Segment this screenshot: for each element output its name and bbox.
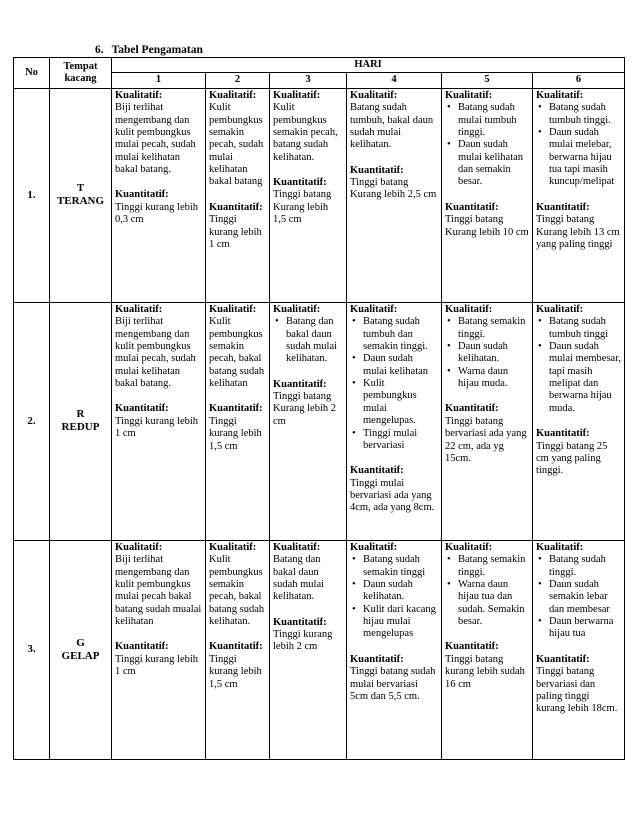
quantitative-label: Kuantitatif: <box>445 201 499 213</box>
qualitative-label: Kualitatif: <box>209 89 257 101</box>
quantitative-text: Tinggi batang kurang lebih sudah 16 cm <box>445 653 525 690</box>
bullet-item: • Warna daun hijau tua dan sudah. Semakin besar. <box>458 579 529 629</box>
quantitative-label: Kuantitatif: <box>445 403 499 415</box>
bullet-item: • Batang sudah tumbuh tinggi <box>549 316 621 341</box>
bullet-item: • Kulit dari kacang hijau mulai mengelupas <box>363 604 438 641</box>
qualitative-bullet-list <box>536 554 621 641</box>
header-day: 2 <box>206 73 270 88</box>
bullet-item: • Daun sudah kelihatan. <box>458 341 529 366</box>
observation-cell <box>347 540 442 759</box>
header-day: 1 <box>112 73 206 88</box>
table-body <box>14 88 625 759</box>
qualitative-label: Kualitatif: <box>273 541 321 553</box>
observation-cell <box>112 88 206 302</box>
qualitative-text: Biji terlihat mengembang dan kulit pembungkus mulai pecah, sudah mulai kelihatan bakal batang. <box>115 316 196 389</box>
qualitative-bullet-list <box>445 554 529 628</box>
quantitative-text: Tinggi kurang lebih 1,5 cm <box>209 653 262 690</box>
observation-cell <box>270 88 347 302</box>
header-hari: HARI <box>112 58 625 73</box>
observation-cell <box>206 88 270 302</box>
qualitative-label: Kualitatif: <box>350 303 398 315</box>
qualitative-bullet-list <box>445 316 529 390</box>
quantitative-label: Kuantitatif: <box>273 177 327 188</box>
bullet-item: • Daun sudah mulai melebar, berwarna hijau tua tapi masih kuncup/melipat <box>549 127 621 189</box>
quantitative-text: Tinggi kurang lebih 1 cm <box>115 653 199 678</box>
place-cell <box>50 88 112 302</box>
qualitative-label: Kualitatif: <box>115 303 163 315</box>
header-day: 4 <box>347 73 442 88</box>
bullet-item: • Batang semakin tinggi. <box>458 554 529 579</box>
heading-title: Tabel Pengamatan <box>111 44 203 56</box>
observation-cell <box>206 302 270 540</box>
qualitative-bullet-list <box>273 316 343 366</box>
quantitative-text: Tinggi kurang lebih 0,3 cm <box>115 201 199 226</box>
qualitative-text: Batang sudah tumbuh, bakal daun sudah mulai kelihatan. <box>350 102 434 151</box>
qualitative-label: Kualitatif: <box>445 89 493 101</box>
quantitative-text: Tinggi batang bervariasi ada yang 22 cm, ada yg 15cm. <box>445 415 527 464</box>
quantitative-label: Kuantitatif: <box>115 189 169 201</box>
qualitative-text: Kulit pembungkus semakin pecah, bakal batang sudah kelihatan. <box>209 554 265 627</box>
quantitative-text: Tinggi batang Kurang lebih 10 cm <box>445 214 529 238</box>
qualitative-text: Batang dan bakal daun sudah mulai kelihatan. <box>273 554 325 603</box>
quantitative-label: Kuantitatif: <box>536 201 590 213</box>
qualitative-label: Kualitatif: <box>536 541 584 553</box>
table-row <box>14 88 625 302</box>
qualitative-text: Kulit pembungkus semakin pecah, bakal batang sudah kelihatan <box>209 316 265 389</box>
bullet-item: • Batang semakin tinggi. <box>458 316 529 341</box>
qualitative-label: Kualitatif: <box>115 89 163 101</box>
row-number: 2. <box>14 302 50 540</box>
qualitative-label: Kualitatif: <box>350 89 398 101</box>
qualitative-text: Biji terlihat mengembang dan kulit pembungkus mulai pecah, sudah mulai kelihatan bakal batang. <box>115 102 196 175</box>
observation-cell <box>270 540 347 759</box>
observation-table <box>13 57 625 760</box>
quantitative-label: Kuantitatif: <box>209 403 263 415</box>
observation-cell <box>442 302 533 540</box>
header-row <box>14 58 625 73</box>
quantitative-text: Tinggi batang Kurang lebih 13 cm yang paling tinggi <box>536 214 620 250</box>
quantitative-label: Kuantitatif: <box>445 641 499 653</box>
qualitative-label: Kualitatif: <box>209 303 257 315</box>
observation-cell <box>270 302 347 540</box>
qualitative-label: Kualitatif: <box>445 303 493 315</box>
quantitative-label: Kuantitatif: <box>273 378 327 390</box>
quantitative-text: Tinggi batang Kurang lebih 1,5 cm <box>273 189 332 226</box>
quantitative-text: Tinggi batang Kurang lebih 2,5 cm <box>350 177 437 201</box>
place-code: G <box>76 636 85 649</box>
heading-number: 6. <box>95 44 104 56</box>
quantitative-label: Kuantitatif: <box>209 641 263 653</box>
observation-cell <box>533 88 625 302</box>
qualitative-label: Kualitatif: <box>273 303 321 315</box>
observation-cell <box>347 88 442 302</box>
qualitative-text: Kulit pembungkus semakin pecah, sudah mulai kelihatan bakal batang <box>209 102 264 188</box>
place-cell <box>50 540 112 759</box>
qualitative-bullet-list <box>536 316 621 415</box>
qualitative-label: Kualitatif: <box>273 89 321 101</box>
quantitative-label: Kuantitatif: <box>273 616 327 628</box>
observation-cell <box>112 302 206 540</box>
quantitative-text: Tinggi kurang lebih 1 cm <box>115 415 199 440</box>
bullet-item: • Batang sudah tinggi. <box>549 554 621 579</box>
quantitative-label: Kuantitatif: <box>350 164 404 176</box>
row-number: 3. <box>14 540 50 759</box>
quantitative-label: Kuantitatif: <box>115 641 169 653</box>
bullet-item: • Batang sudah tumbuh tinggi. <box>549 102 621 127</box>
bullet-item: • Daun sudah mulai kelihatan <box>363 353 438 378</box>
header-day: 6 <box>533 73 625 88</box>
quantitative-label: Kuantitatif: <box>536 428 590 440</box>
qualitative-label: Kualitatif: <box>536 303 584 315</box>
bullet-item: • Daun sudah mulai membesar, tapi masih melipat dan berwarna hijau muda. <box>549 341 621 415</box>
quantitative-text: Tinggi mulai bervariasi ada yang 4cm, ada yang 8cm. <box>350 477 435 514</box>
place-name: TERANG <box>56 195 105 208</box>
quantitative-label: Kuantitatif: <box>536 653 590 665</box>
observation-cell <box>442 540 533 759</box>
bullet-item: • Batang sudah semakin tinggi <box>363 554 438 579</box>
quantitative-label: Kuantitatif: <box>115 403 169 415</box>
bullet-item: • Kulit pembungkus mulai mengelupas. <box>363 378 438 428</box>
quantitative-text: Tinggi batang Kurang lebih 2 cm <box>273 391 336 427</box>
quantitative-text: Tinggi kurang lebih 2 cm <box>273 629 333 653</box>
quantitative-text: Tinggi batang bervariasi dan paling tinggi kurang lebih 18cm. <box>536 666 618 715</box>
table-heading <box>95 44 203 56</box>
observation-cell <box>533 302 625 540</box>
observation-cell <box>442 88 533 302</box>
quantitative-label: Kuantitatif: <box>350 653 404 665</box>
qualitative-label: Kualitatif: <box>445 541 493 553</box>
place-name: GELAP <box>61 649 100 662</box>
observation-cell <box>206 540 270 759</box>
observation-cell <box>347 302 442 540</box>
place-cell <box>50 302 112 540</box>
qualitative-bullet-list <box>536 102 621 189</box>
quantitative-text: Tinggi batang 25 cm yang paling tinggi. <box>536 440 608 477</box>
place-code: T <box>76 182 85 195</box>
header-day: 5 <box>442 73 533 88</box>
quantitative-text: Tinggi kurang lebih 1,5 cm <box>209 415 262 452</box>
bullet-item: • Daun berwarna hijau tua <box>549 616 621 641</box>
qualitative-bullet-list <box>350 316 438 452</box>
bullet-item: • Batang sudah tumbuh dan semakin tinggi. <box>363 316 438 353</box>
place-code: R <box>76 408 85 421</box>
qualitative-bullet-list <box>350 554 438 641</box>
bullet-item: • Daun sudah mulai kelihatan dan semakin besar. <box>458 139 529 189</box>
bullet-item: • Daun sudah kelihatan. <box>363 579 438 604</box>
row-number: 1. <box>14 88 50 302</box>
qualitative-text: Biji terlihat mengembang dan kulit pembungkus mulai pecah bakal batang sudah mualai kelihatan <box>115 554 202 627</box>
bullet-item: • Daun sudah semakin lebar dan membesar <box>549 579 621 616</box>
observation-cell <box>533 540 625 759</box>
quantitative-text: Tinggi kurang lebih 1 cm <box>209 214 262 250</box>
qualitative-label: Kualitatif: <box>536 89 584 101</box>
qualitative-text: Kulit pembungkus semakin pecah, batang sudah kelihatan. <box>273 102 338 163</box>
bullet-item: • Tinggi mulai bervariasi <box>363 428 438 453</box>
table-row <box>14 302 625 540</box>
bullet-item: • Warna daun hijau muda. <box>458 366 529 391</box>
bullet-item: • Batang sudah mulai tumbuh tinggi. <box>458 102 529 139</box>
quantitative-label: Kuantitatif: <box>209 201 263 213</box>
qualitative-bullet-list <box>445 102 529 189</box>
qualitative-label: Kualitatif: <box>209 541 257 553</box>
qualitative-label: Kualitatif: <box>350 541 398 553</box>
quantitative-text: Tinggi batang sudah mulai bervariasi 5cm dan 5,5 cm. <box>350 666 436 702</box>
header-day: 3 <box>270 73 347 88</box>
observation-cell <box>112 540 206 759</box>
header-no: No <box>14 58 50 89</box>
qualitative-label: Kualitatif: <box>115 541 163 553</box>
quantitative-label: Kuantitatif: <box>350 465 404 477</box>
header-tempat: Tempat kacang <box>50 58 112 89</box>
table-row <box>14 540 625 759</box>
place-name: REDUP <box>61 421 100 434</box>
bullet-item: • Batang dan bakal daun sudah mulai kelihatan. <box>286 316 343 366</box>
